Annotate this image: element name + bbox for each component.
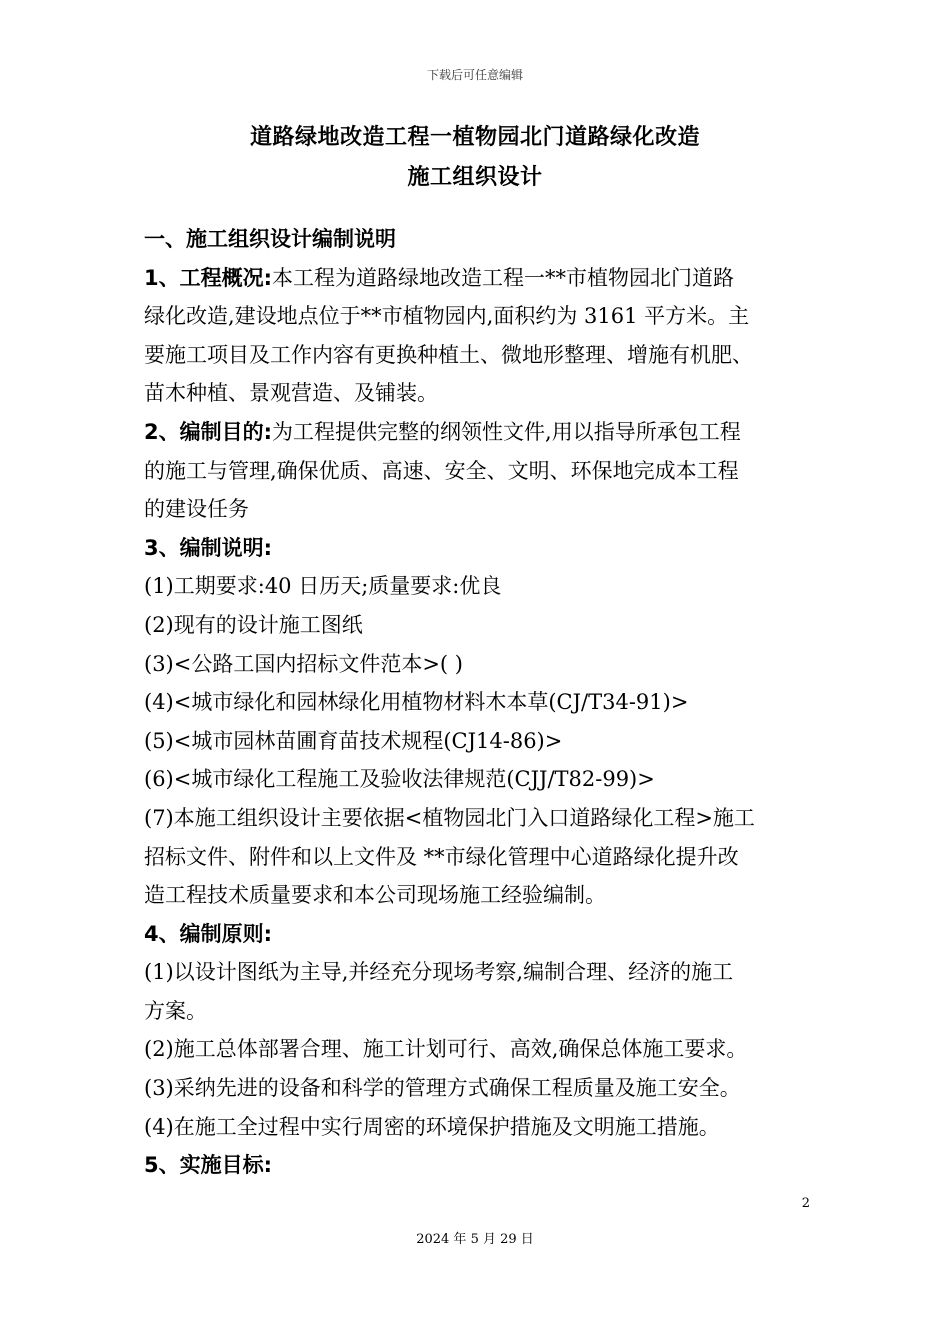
item1-text: 本工程为道路绿地改造工程一**市植物园北门道路 [272, 265, 735, 290]
item2-line: 的施工与管理,确保优质、高速、安全、文明、环保地完成本工程 [144, 458, 739, 483]
item1-line [144, 259, 824, 298]
item4-line: (3)采纳先进的设备和科学的管理方式确保工程质量及施工安全。 [144, 1076, 741, 1101]
item3-line: (4)<城市绿化和园林绿化用植物材料木本草(CJ/T34-91)> [144, 690, 689, 715]
item4-line: (4)在施工全过程中实行周密的环境保护措施及文明施工措施。 [144, 1114, 720, 1139]
item1-line: 要施工项目及工作内容有更换种植土、微地形整理、增施有机肥、 [144, 342, 753, 367]
item3-line: (7)本施工组织设计主要依据<植物园北门入口道路绿化工程>施工 [144, 805, 755, 830]
item4-label: 4、编制原则: [144, 921, 273, 946]
page-number: 2 [801, 1196, 810, 1211]
item3-line: (1)工期要求:40 日历天;质量要求:优良 [144, 574, 502, 599]
document-body [144, 220, 824, 1185]
item3-line: 造工程技术质量要求和本公司现场施工经验编制。 [144, 883, 606, 908]
item2-text: 为工程提供完整的纲领性文件,用以指导所承包工程 [272, 419, 741, 444]
item5-label: 5、实施目标: [144, 1153, 273, 1178]
footer-date: 2024 年 5 月 29 日 [416, 1232, 534, 1247]
item3-line: (2)现有的设计施工图纸 [144, 612, 363, 637]
item2-line: 的建设任务 [144, 497, 249, 522]
item3-label: 3、编制说明: [144, 535, 273, 560]
item3-line: (3)<公路工国内招标文件范本>( ) [144, 651, 463, 676]
item4-line: (2)施工总体部署合理、施工计划可行、高效,确保总体施工要求。 [144, 1037, 748, 1062]
document-title: 道路绿地改造工程一植物园北门道路绿化改造 [249, 125, 700, 150]
item4-line: 方案。 [144, 998, 207, 1023]
header-note: 下载后可任意编辑 [426, 68, 523, 82]
item1-label: 1、工程概况: [144, 265, 273, 290]
document-subtitle: 施工组织设计 [407, 165, 543, 190]
item1-line: 苗木种植、景观营造、及铺装。 [144, 381, 438, 406]
item3-line: 招标文件、附件和以上文件及 **市绿化管理中心道路绿化提升改 [144, 844, 739, 869]
item1-line: 绿化改造,建设地点位于**市植物园内,面积约为 3161 平方米。主 [144, 304, 750, 329]
item2-label: 2、编制目的: [144, 419, 273, 444]
item3-line: (6)<城市绿化工程施工及验收法律规范(CJJ/T82-99)> [144, 767, 655, 792]
item3-line: (5)<城市园林苗圃育苗技术规程(CJ14-86)> [144, 728, 563, 753]
item2-line [144, 413, 824, 452]
item4-line: (1)以设计图纸为主导,并经充分现场考察,编制合理、经济的施工 [144, 960, 734, 985]
section-heading: 一、施工组织设计编制说明 [144, 227, 396, 251]
